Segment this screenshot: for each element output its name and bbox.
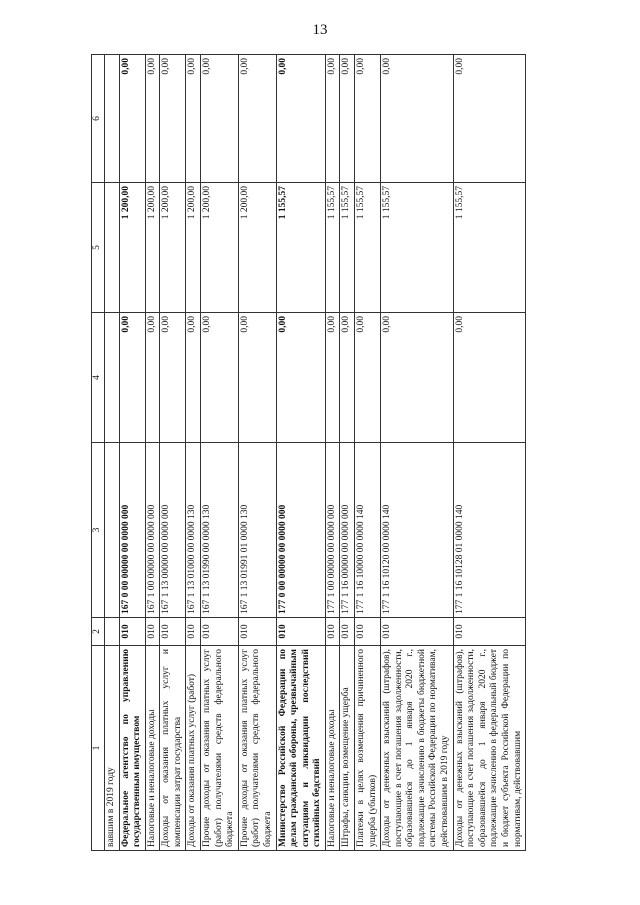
row-name: Доходы от денежных взысканий (штрафов), поступающие в счет погашения задолженности, образовавшейся до 1 января 2020 г., подлежащие зачислению в федеральный бюджет и бюджет субъекта Российской Федерации по нормативам, действовавшим [453,646,525,851]
value-col5: 1 200,00 [119,183,145,313]
table-row [354,55,380,851]
column-number: 6 [92,55,105,183]
value-col4 [104,313,119,443]
row-code: 010 [238,618,276,646]
row-code: 010 [340,618,355,646]
value-col4: 0,00 [325,313,340,443]
revenue-code: 177 0 00 00000 00 0000 000 [276,443,325,618]
row-name: Штрафы, санкции, возмещение ущерба [340,646,355,851]
row-code: 010 [119,618,145,646]
row-code: 010 [201,618,239,646]
value-col6: 0,00 [381,55,453,183]
value-col5: 1 155,57 [276,183,325,313]
row-code: 010 [145,618,160,646]
row-name: Налоговые и неналоговые доходы [145,646,160,851]
table-row [453,55,525,851]
value-col6 [104,55,119,183]
value-col5: 1 200,00 [186,183,201,313]
row-code: 010 [325,618,340,646]
value-col6: 0,00 [201,55,239,183]
row-name: Прочие доходы от оказания платных услуг (работ) получателями средств федерального бюджета [238,646,276,851]
value-col4: 0,00 [276,313,325,443]
value-col4: 0,00 [119,313,145,443]
table-row [145,55,160,851]
value-col4: 0,00 [186,313,201,443]
revenue-code: 177 1 16 10120 00 0000 140 [381,443,453,618]
row-name: вавшим в 2019 году [104,646,119,851]
value-col4: 0,00 [201,313,239,443]
row-name: Федеральное агентство по управлению государственным имуществом [119,646,145,851]
revenue-code: 167 1 13 00000 00 0000 000 [160,443,186,618]
row-name: Министерство Российской Федерации по делам гражданской обороны, чрезвычайным ситуациям и ликвидации последствий стихийных бедствий [276,646,325,851]
table-row [238,55,276,851]
revenue-code: 167 1 13 01990 00 0000 130 [201,443,239,618]
table-row [104,55,119,851]
value-col6: 0,00 [160,55,186,183]
value-col6: 0,00 [453,55,525,183]
value-col5: 1 155,57 [340,183,355,313]
value-col6: 0,00 [276,55,325,183]
revenue-code: 167 1 00 00000 00 0000 000 [145,443,160,618]
row-name: Налоговые и неналоговые доходы [325,646,340,851]
row-name: Доходы от денежных взысканий (штрафов), поступающие в счет погашения задолженности, образовавшейся до 1 января 2020 г., подлежащие зачислению в бюджеты бюджетной системы Российской Федерации по нормативам, действовавшим в 2019 году [381,646,453,851]
column-number-row [92,55,105,851]
table-row [381,55,453,851]
table-body [92,55,526,851]
value-col4: 0,00 [453,313,525,443]
table-row [276,55,325,851]
table-row [186,55,201,851]
revenue-code: 177 1 16 10000 00 0000 140 [354,443,380,618]
value-col6: 0,00 [145,55,160,183]
value-col6: 0,00 [238,55,276,183]
value-col6: 0,00 [325,55,340,183]
table-row [201,55,239,851]
row-code: 010 [381,618,453,646]
value-col6: 0,00 [340,55,355,183]
column-number: 5 [92,183,105,313]
column-number: 1 [92,646,105,851]
revenue-code [104,443,119,618]
value-col6: 0,00 [186,55,201,183]
table-row [340,55,355,851]
row-name: Доходы от оказания платных услуг (работ) [186,646,201,851]
table-row [160,55,186,851]
value-col4: 0,00 [381,313,453,443]
row-code: 010 [186,618,201,646]
value-col4: 0,00 [238,313,276,443]
row-code: 010 [453,618,525,646]
row-name: Доходы от оказания платных услуг и компенсации затрат государства [160,646,186,851]
revenue-code: 167 0 00 00000 00 0000 000 [119,443,145,618]
value-col5: 1 155,57 [354,183,380,313]
value-col5: 1 200,00 [238,183,276,313]
revenue-code: 177 1 16 10128 01 0000 140 [453,443,525,618]
row-code: 010 [276,618,325,646]
row-code: 010 [354,618,380,646]
value-col4: 0,00 [340,313,355,443]
rotated-table-area [91,55,577,851]
rotated-table-frame [91,55,577,851]
value-col5: 1 155,57 [453,183,525,313]
column-number: 2 [92,618,105,646]
value-col5: 1 200,00 [201,183,239,313]
revenue-code: 167 1 13 01991 01 0000 130 [238,443,276,618]
table-row [325,55,340,851]
revenue-table [91,54,526,851]
value-col5: 1 200,00 [160,183,186,313]
column-number: 3 [92,443,105,618]
value-col6: 0,00 [119,55,145,183]
value-col4: 0,00 [354,313,380,443]
revenue-code: 167 1 13 01000 00 0000 130 [186,443,201,618]
column-number: 4 [92,313,105,443]
row-name: Платежи в целях возмещения причиненного ущерба (убытков) [354,646,380,851]
row-code: 010 [160,618,186,646]
value-col5: 1 155,57 [381,183,453,313]
value-col5: 1 200,00 [145,183,160,313]
row-name: Прочие доходы от оказания платных услуг (работ) получателями средств федерального бюджета [201,646,239,851]
value-col4: 0,00 [160,313,186,443]
value-col6: 0,00 [354,55,380,183]
revenue-code: 177 1 16 00000 00 0000 000 [340,443,355,618]
value-col5: 1 155,57 [325,183,340,313]
value-col4: 0,00 [145,313,160,443]
revenue-code: 177 1 00 00000 00 0000 000 [325,443,340,618]
value-col5 [104,183,119,313]
page-number: 13 [312,22,328,38]
table-row [119,55,145,851]
row-code [104,618,119,646]
